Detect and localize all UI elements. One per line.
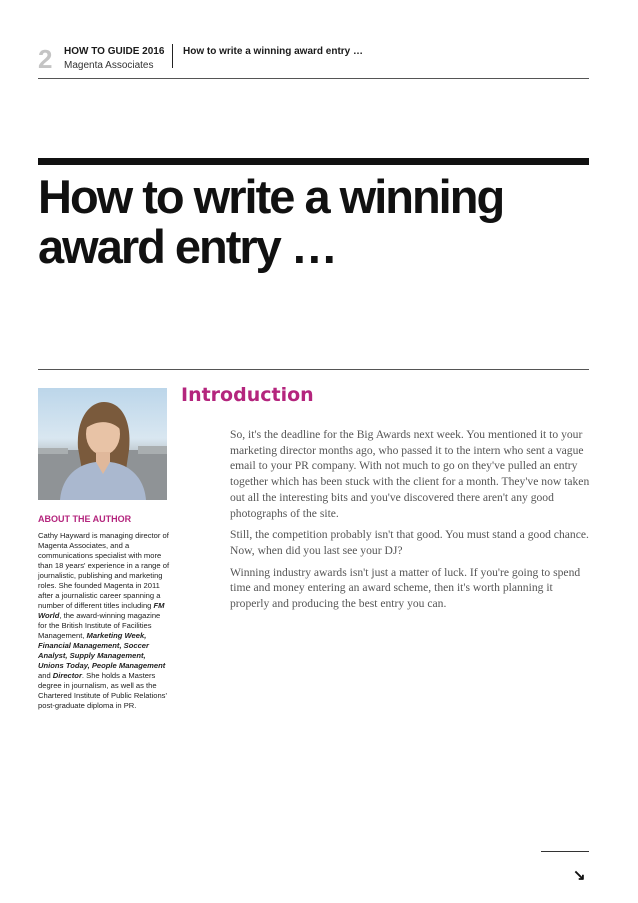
header-rule [38,78,589,79]
page-title [38,172,598,272]
author-bio-text: and [38,671,53,680]
author-bio-publication: FM World [38,601,165,620]
running-title: How to write a winning award entry … [183,46,364,57]
author-bio-publication: Marketing Week, Financial Management, Soccer Analyst, Supply Management, Unions Today, People Management [38,631,166,670]
footer-rule [541,851,589,852]
introduction-heading: Introduction [181,384,314,406]
header-divider [172,44,173,68]
guide-title: HOW TO GUIDE 2016 [64,46,165,57]
author-bio-text: Cathy Hayward is managing director of Magenta Associates, and a communications specialist with more than 18 years' experience in a range of journalistic, publishing and marketing roles. She founded Magenta in 2011 after a journalistic career spanning a number of different titles including [38,531,170,610]
author-bio-text: . She holds a Masters degree in journalism, as well as the Chartered Institute of Public Relations' post-graduate diploma in PR. [38,671,167,710]
author-photo [38,388,167,500]
author-bio-text: , the award-winning magazine for the British Institute of Facilities Management, [38,611,161,640]
author-bio-publication: Director [52,671,82,680]
title-bottom-rule [38,369,589,370]
author-portrait-illustration [38,388,167,500]
body-paragraph: Winning industry awards isn't just a matter of luck. If you're going to spend time and money entering an award scheme, then it's worth planning it properly and producing the best entry you can. [230,565,581,611]
title-top-rule [38,158,589,165]
next-page-arrow-icon[interactable]: ↘ [573,867,586,884]
body-paragraph: Still, the competition probably isn't that good. You must stand a good chance. Now, when did you last see your DJ? [230,528,589,557]
body-paragraph: So, it's the deadline for the Big Awards next week. You mentioned it to your marketing director months ago, who passed it to the intern who sent a vague email to your PR company. With not much to go on they've pulled an entry together which has been stuck with the client for a month. They've now taken out all the interesting bits and you've discovered there aren't any good photographs of the site. [230,428,590,520]
introduction-body [230,427,592,618]
organization-name: Magenta Associates [64,60,154,71]
about-author-heading: ABOUT THE AUTHOR [38,514,132,524]
page-title-line-1: How to write a winning [38,170,504,223]
page-title-line-2: award entry … [38,220,336,273]
author-bio [38,531,170,711]
page-number: 2 [38,44,53,74]
